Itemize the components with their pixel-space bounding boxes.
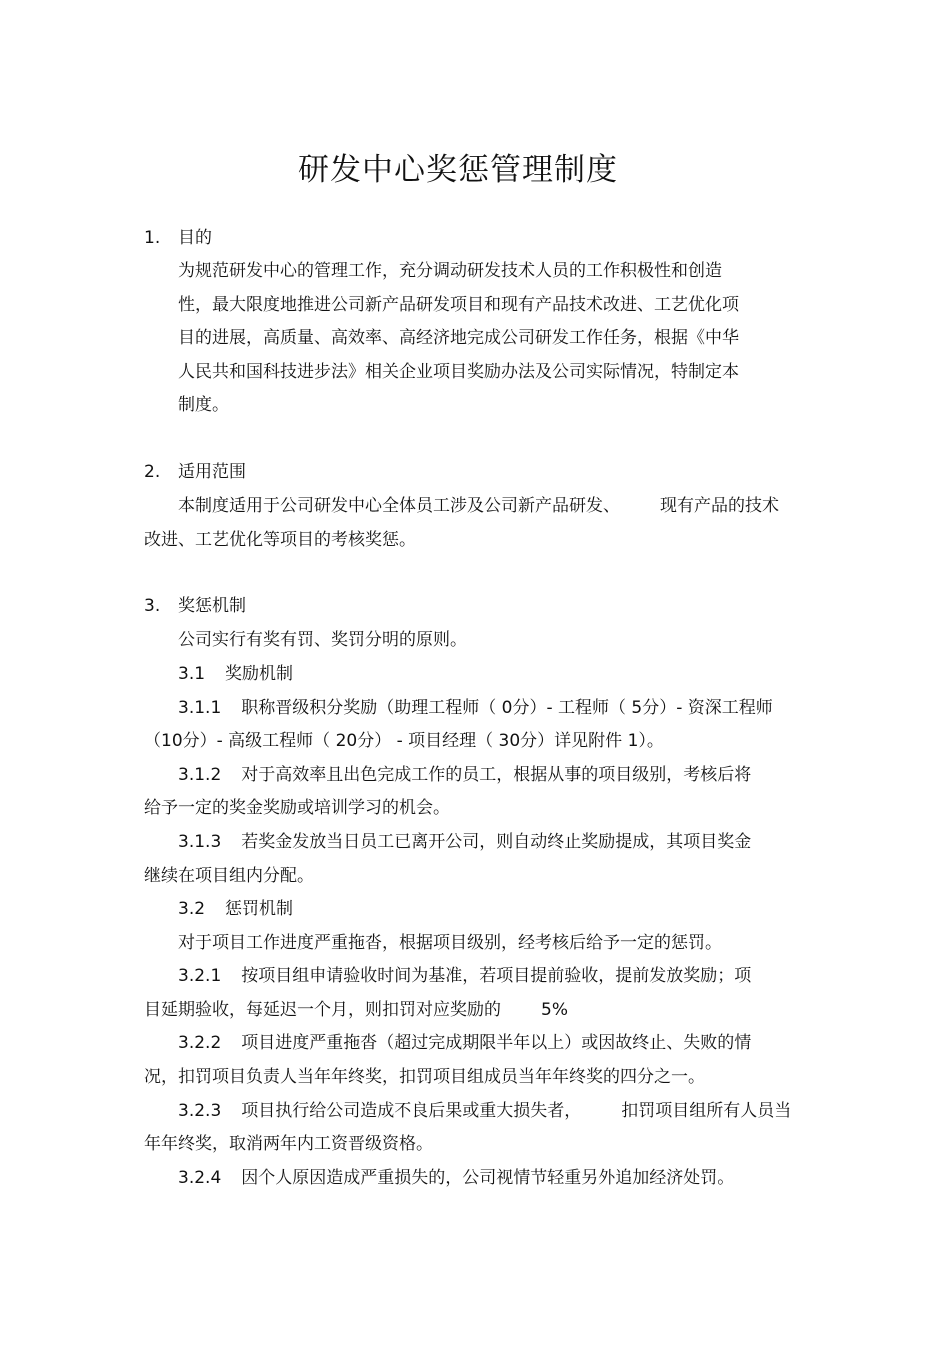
item-number: 3.1.1 <box>178 698 222 718</box>
paragraph-line: 人民共和国科技进步法》相关企业项目奖励办法及公司实际情况，特制定本 <box>178 362 739 382</box>
section-3-number: 3. <box>144 596 161 616</box>
paragraph-line: 给予一定的奖金奖励或培训学习的机会。 <box>144 798 450 818</box>
paragraph-line <box>178 494 779 518</box>
scope-text-part-2: 现有产品的技术 <box>660 496 779 516</box>
paragraph-line: 公司实行有奖有罚、奖罚分明的原则。 <box>178 630 467 650</box>
item-3-2-1 <box>178 964 751 988</box>
item-3-1-3 <box>178 830 751 854</box>
section-2-number: 2. <box>144 462 161 482</box>
paragraph-line: 年年终奖，取消两年内工资晋级资格。 <box>144 1134 433 1154</box>
subsection-title: 奖励机制 <box>225 664 294 684</box>
item-text: 项目进度严重拖沓（超过完成期限半年以上）或因故终止、失败的情 <box>241 1033 752 1053</box>
item-3-1-1 <box>178 696 773 720</box>
item-text: 对于高效率且出色完成工作的员工，根据从事的项目级别，考核后将 <box>241 765 752 785</box>
paragraph-line: 目的进展，高质量、高效率、高经济地完成公司研发工作任务，根据《中华 <box>178 328 739 348</box>
item-text: 项目执行给公司造成不良后果或重大损失者， <box>241 1101 582 1121</box>
item-number: 3.2.4 <box>178 1168 222 1188</box>
item-3-2-3 <box>178 1099 791 1123</box>
subsection-title: 惩罚机制 <box>225 899 294 919</box>
paragraph-line <box>144 998 568 1022</box>
subsection-number: 3.1 <box>178 664 206 684</box>
item-number: 3.1.3 <box>178 832 222 852</box>
item-3-1-2 <box>178 763 751 787</box>
paragraph-line: 对于项目工作进度严重拖沓，根据项目级别，经考核后给予一定的惩罚。 <box>178 933 722 953</box>
item-text: 扣罚项目组所有人员当 <box>621 1101 792 1121</box>
item-text: 职称晋级积分奖励（助理工程师（ 0分）- 工程师（ 5分）- 资深工程师 <box>241 698 773 718</box>
item-text: 若奖金发放当日员工已离开公司，则自动终止奖励提成，其项目奖金 <box>241 832 752 852</box>
paragraph-line: 为规范研发中心的管理工作，充分调动研发技术人员的工作积极性和创造 <box>178 261 722 281</box>
item-text: 因个人原因造成严重损失的，公司视情节轻重另外追加经济处罚。 <box>241 1168 735 1188</box>
item-3-2-4 <box>178 1166 734 1190</box>
paragraph-line: 制度。 <box>178 395 229 415</box>
paragraph-line: 继续在项目组内分配。 <box>144 866 314 886</box>
section-3-title: 奖惩机制 <box>178 596 246 616</box>
section-2-title: 适用范围 <box>178 462 246 482</box>
item-text: 目延期验收，每延迟一个月，则扣罚对应奖励的 <box>144 1000 501 1020</box>
item-3-2-2 <box>178 1031 751 1055</box>
section-3-heading <box>144 594 246 618</box>
section-2-heading <box>144 460 246 484</box>
section-1-title: 目的 <box>178 228 212 248</box>
item-number: 3.2.1 <box>178 966 222 986</box>
paragraph-line: 改进、工艺优化等项目的考核奖惩。 <box>144 530 416 550</box>
penalty-percent: 5% <box>541 1000 568 1020</box>
item-number: 3.1.2 <box>178 765 222 785</box>
item-text: 按项目组申请验收时间为基准，若项目提前验收，提前发放奖励；项 <box>241 966 752 986</box>
section-1-number: 1. <box>144 228 161 248</box>
paragraph-line: （10分）- 高级工程师（ 20分） - 项目经理（ 30分）详见附件 1）。 <box>144 731 664 751</box>
item-number: 3.2.2 <box>178 1033 222 1053</box>
paragraph-line: 况，扣罚项目负责人当年年终奖，扣罚项目组成员当年年终奖的四分之一。 <box>144 1067 705 1087</box>
subsection-3-2-heading <box>178 897 293 921</box>
scope-text-part-1: 本制度适用于公司研发中心全体员工涉及公司新产品研发、 <box>178 496 620 516</box>
section-1-heading <box>144 226 212 250</box>
subsection-3-1-heading <box>178 662 293 686</box>
document-title: 研发中心奖惩管理制度 <box>298 152 618 188</box>
paragraph-line: 性，最大限度地推进公司新产品研发项目和现有产品技术改进、工艺优化项 <box>178 295 739 315</box>
item-number: 3.2.3 <box>178 1101 222 1121</box>
subsection-number: 3.2 <box>178 899 206 919</box>
